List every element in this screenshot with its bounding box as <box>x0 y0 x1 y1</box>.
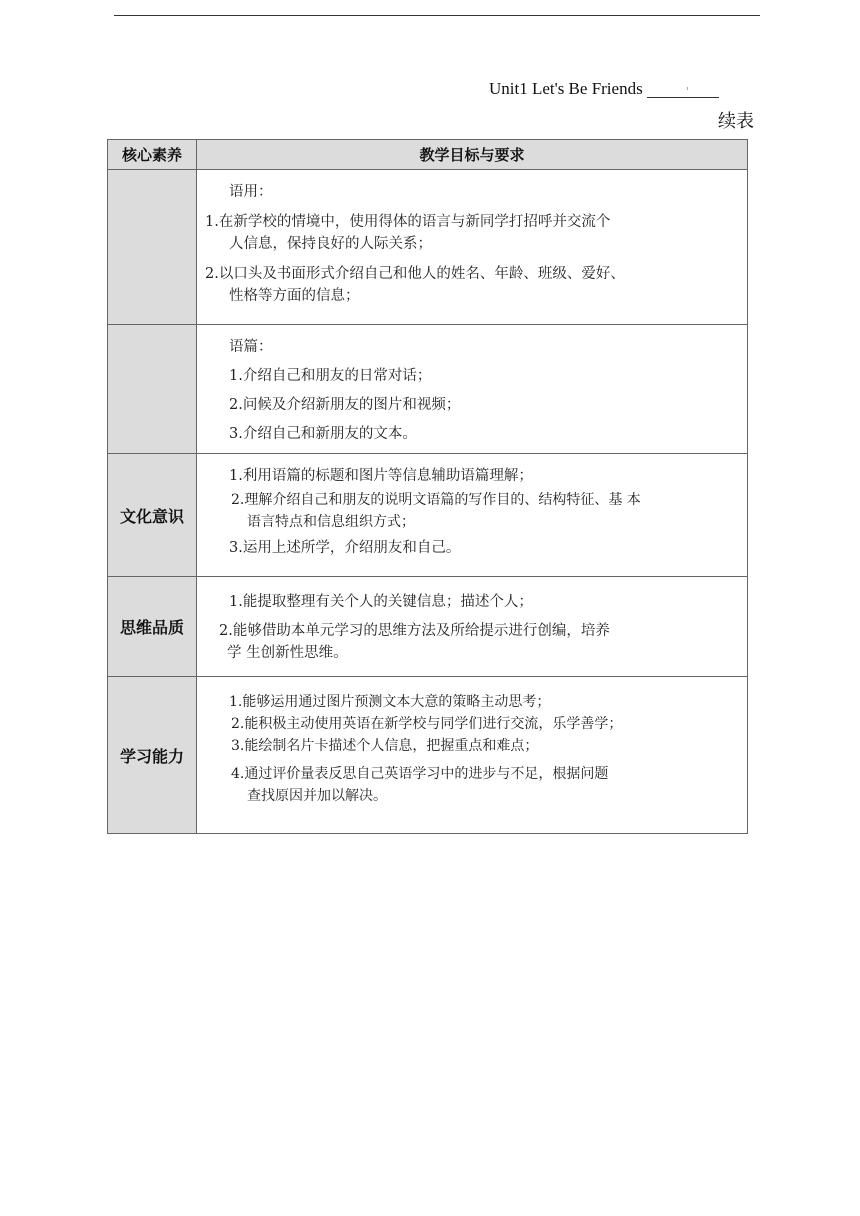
item-number: 4. <box>231 766 245 782</box>
item-text: 以口头及书面形式介绍自己和他人的姓名、年龄、班级、爱好、 <box>218 266 625 282</box>
item-number: 3. <box>231 738 245 754</box>
column-header-literacy: 核心素养 <box>108 140 197 170</box>
list-item <box>197 211 747 255</box>
table-row <box>108 454 748 577</box>
list-item <box>197 591 747 613</box>
title-blank-line <box>647 81 719 98</box>
row-label-thinking: 思维品质 <box>108 577 197 677</box>
list-item <box>197 620 747 664</box>
list-item <box>197 394 747 416</box>
list-item <box>197 763 747 807</box>
item-text: 能积极主动使用英语在新学校与同学们进行交流，乐学善学； <box>244 716 623 732</box>
list-item <box>197 465 747 487</box>
item-number: 2. <box>229 397 243 413</box>
item-text: 能提取整理有关个人的关键信息；描述个人； <box>242 594 533 610</box>
item-number: 2. <box>219 623 233 639</box>
row-label <box>108 325 197 454</box>
row-label-culture: 文化意识 <box>108 454 197 577</box>
top-rule <box>114 15 760 16</box>
item-continuation: 语言特点和信息组织方式； <box>247 514 415 530</box>
section-heading: 语用： <box>229 184 273 200</box>
table-row <box>108 325 748 454</box>
unit-title <box>489 79 719 99</box>
item-number: 1. <box>229 468 243 484</box>
continued-label: 续表 <box>718 111 754 132</box>
item-text: 介绍自己和新朋友的文本。 <box>242 426 417 442</box>
list-item <box>197 489 747 533</box>
row-label <box>108 170 197 325</box>
list-item <box>197 735 747 757</box>
item-text: 能绘制名片卡描述个人信息，把握重点和难点； <box>244 738 539 754</box>
item-number: 2. <box>231 492 245 508</box>
table-header-row <box>108 140 748 170</box>
list-item <box>197 691 747 713</box>
item-continuation: 查找原因并加以解决。 <box>247 788 387 804</box>
row-content <box>197 454 748 577</box>
item-number: 3. <box>229 426 243 442</box>
list-item <box>197 713 747 735</box>
item-number: 2. <box>231 716 245 732</box>
row-label-learning: 学习能力 <box>108 677 197 834</box>
item-text: 运用上述所学，介绍朋友和自己。 <box>242 540 461 556</box>
item-number: 1. <box>229 594 243 610</box>
item-text: 介绍自己和朋友的日常对话； <box>242 368 432 384</box>
item-number: 1. <box>205 214 219 230</box>
list-item <box>197 263 747 307</box>
list-item <box>197 365 747 387</box>
blank-mark: ı <box>686 86 689 92</box>
item-text: 能够运用通过图片预测文本大意的策略主动思考； <box>242 694 551 710</box>
row-content <box>197 577 748 677</box>
unit-title-text: Unit1 Let's Be Friends <box>489 79 643 98</box>
row-content <box>197 677 748 834</box>
row-content <box>197 325 748 454</box>
list-item <box>197 537 747 559</box>
row-content <box>197 170 748 325</box>
item-text: 利用语篇的标题和图片等信息辅助语篇理解； <box>242 468 533 484</box>
table-row <box>108 577 748 677</box>
item-text: 通过评价量表反思自己英语学习中的进步与不足，根据问题 <box>244 766 609 782</box>
section-heading: 语篇： <box>229 339 273 355</box>
item-text: 理解介绍自己和朋友的说明文语篇的写作目的、结构特征、基 本 <box>244 492 641 508</box>
column-header-objectives: 教学目标与要求 <box>197 140 748 170</box>
item-number: 2. <box>205 266 219 282</box>
table-row <box>108 170 748 325</box>
list-item <box>197 423 747 445</box>
item-continuation: 人信息，保持良好的人际关系； <box>229 236 432 252</box>
item-text: 问候及介绍新朋友的图片和视频； <box>242 397 461 413</box>
item-continuation: 性格等方面的信息； <box>229 288 360 304</box>
item-number: 3. <box>229 540 243 556</box>
table-row <box>108 677 748 834</box>
item-text: 在新学校的情境中，使用得体的语言与新同学打招呼并交流个 <box>218 214 611 230</box>
core-literacy-table <box>107 139 748 834</box>
item-number: 1. <box>229 368 243 384</box>
item-number: 1. <box>229 694 243 710</box>
item-text: 能够借助本单元学习的思维方法及所给提示进行创编，培养 <box>232 623 610 639</box>
item-continuation: 学 生创新性思维。 <box>227 645 348 661</box>
